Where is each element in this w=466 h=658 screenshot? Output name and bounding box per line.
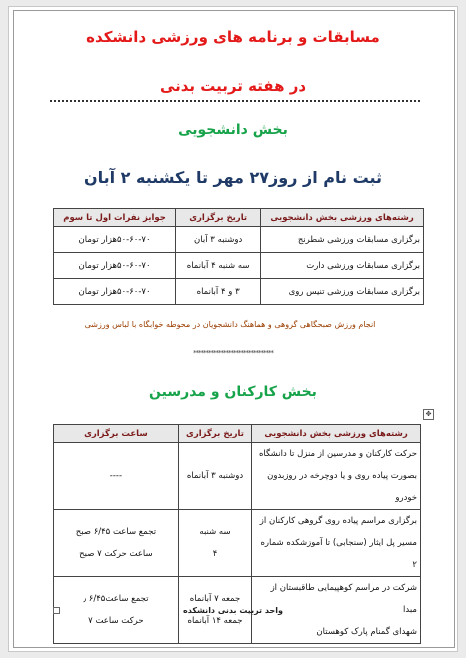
activity-line: شرکت در مراسم کوهپیمایی طاقبستان از مبدا [270,583,417,615]
header-time: ساعت برگزاری [54,425,179,443]
registration-dates: ثبت نام از روز۲۷ مهر تا یکشنبه ۲ آبان [83,168,383,187]
footer-signature: واحد تربیت بدنی دانشکده [183,606,283,615]
activity-line: حرکت کارکنان و مدرسین از منزل تا دانشگاه [258,449,417,459]
table-row [54,279,424,305]
prize-cell: ۵۰-۶۰-۷۰هزار تومان [54,253,176,279]
table-row [54,253,424,279]
dotted-divider [50,100,420,102]
subtitle: در هفته تربیت بدنی [159,77,307,95]
header-date: تاریخ برگزاری [176,209,261,227]
activity-line: شهدای گمنام پارک کوهستان [316,627,417,637]
sport-cell: برگزاری مسابقات ورزشی تنیس روی [261,279,424,305]
date-line: دوشنبه ۳ آبانماه [186,471,244,481]
student-section-heading: بخش دانشجویی [178,122,288,138]
activity-line: بصورت پیاده روی و یا دوچرخه در روزبدون خودرو [267,471,417,503]
activity-line: مسیر پل ایثار (سنجابی) تا آموزشکده شماره ۲ [260,538,417,570]
table-row [54,227,424,253]
time-line: حرکت ساعت ۷ [88,616,144,626]
time-cell [54,443,179,510]
staff-section-heading: بخش کارکنان و مدرسین [149,384,317,400]
date-cell [178,510,251,577]
date-line: جمعه ۱۴ آبانماه [187,616,243,626]
date-line: سه شنبه [199,527,231,537]
table-row [54,443,421,510]
morning-exercise-note: انجام ورزش صبحگاهی گروهی و هماهنگ دانشجویان در محوطه خوابگاه با لباس ورزشی [84,320,376,329]
student-events-table [53,208,424,305]
sport-cell: برگزاری مسابقات ورزشی دارت [261,253,424,279]
table-row [54,510,421,577]
date-cell: سه شنبه ۴ آبانماه [176,253,261,279]
date-cell: دوشنبه ۳ آبان [176,227,261,253]
activity-line: برگزاری مراسم پیاده روی گروهی کارکنان از [259,516,417,526]
star-separator: ******************************** [193,349,273,357]
date-line: ۴ [212,549,218,559]
time-line: تجمع ساعت۶/۴۵ ٫ [83,594,149,604]
table-move-icon[interactable]: ✥ [423,409,434,420]
activity-cell [252,510,421,577]
header-sport: رشته‌های ورزشی بخش دانشجویی [252,425,421,443]
header-sport: رشته‌های ورزشی بخش دانشجویی [261,209,424,227]
header-prizes: جوایز نفرات اول تا سوم [54,209,176,227]
sport-cell: برگزاری مسابقات ورزشی شطرنج [261,227,424,253]
date-line: جمعه ۷ آبانماه [189,594,241,604]
table-header-row [54,425,421,443]
main-title: مسابقات و برنامه های ورزشی دانشکده [86,28,380,46]
date-cell: ۳ و ۴ آبانماه [176,279,261,305]
activity-cell [252,443,421,510]
table-header-row [54,209,424,227]
time-line: ساعت حرکت ۷ صبح [79,549,153,559]
date-cell [178,443,251,510]
prize-cell: ۵۰-۶۰-۷۰هزار تومان [54,279,176,305]
time-cell [54,510,179,577]
time-line: ---- [109,471,123,481]
prize-cell: ۵۰-۶۰-۷۰هزار تومان [54,227,176,253]
time-line: تجمع ساعت ۶/۴۵ صبح [75,527,157,537]
header-date: تاریخ برگزاری [178,425,251,443]
